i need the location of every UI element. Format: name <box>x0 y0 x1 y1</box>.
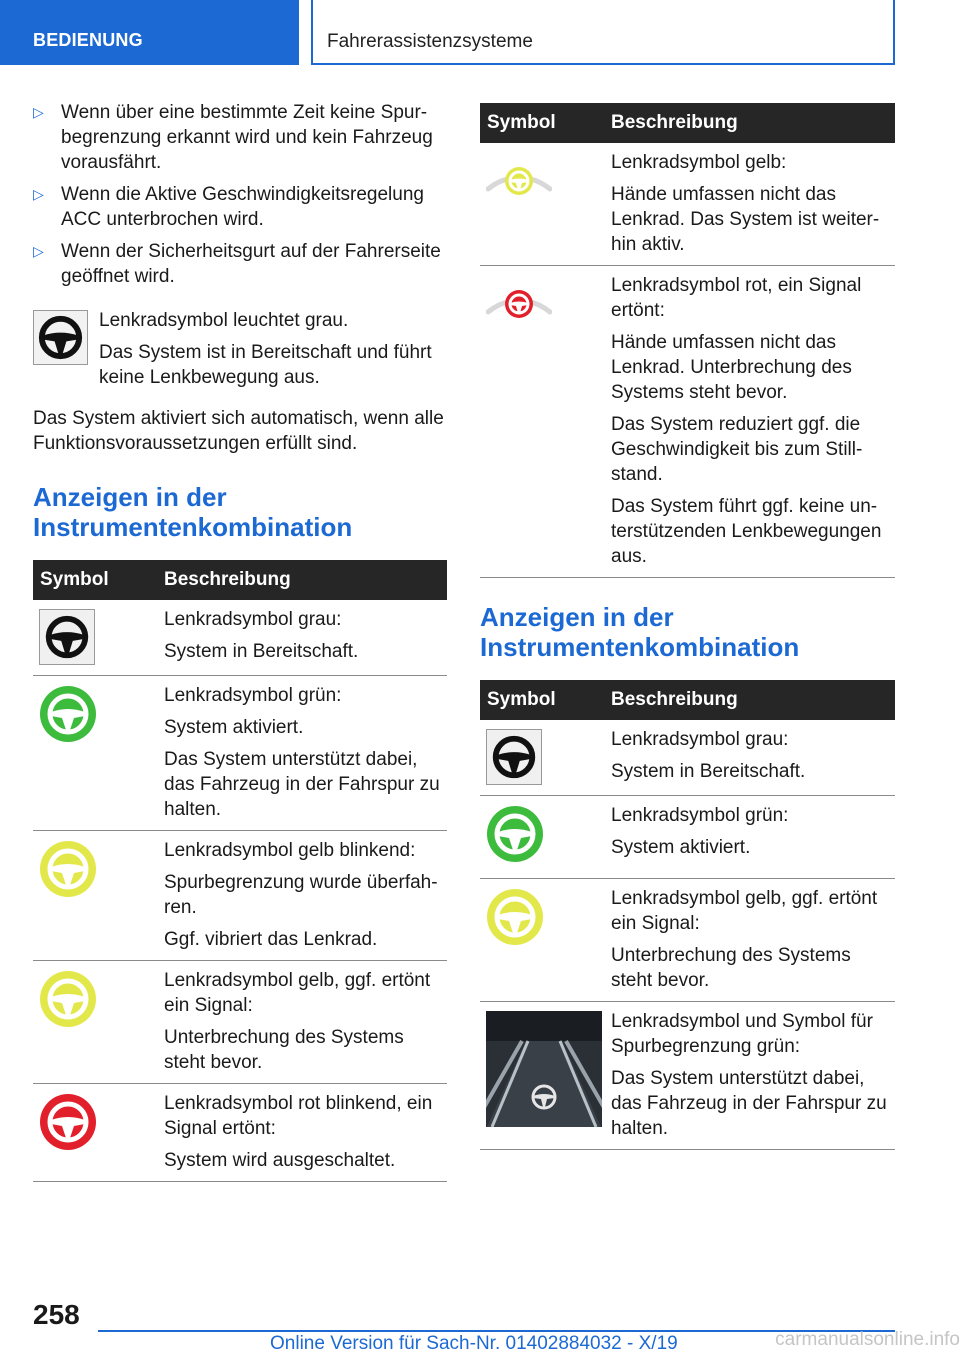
steering-wheel-grey-icon <box>33 310 88 365</box>
description-cell <box>607 1001 895 1149</box>
symbol-cell <box>480 720 607 795</box>
list-item <box>33 100 447 175</box>
symbol-cell <box>33 960 160 1083</box>
description-line: Lenkradsymbol grün: <box>611 804 789 826</box>
description-cell <box>607 266 895 578</box>
description-line: Ggf. vibriert das Lenkrad. <box>164 928 378 950</box>
triangle-bullet-icon: ▷ <box>33 243 44 259</box>
description-line: System wird ausgeschaltet. <box>164 1149 396 1171</box>
steering-wheel-grey-icon <box>39 609 95 665</box>
symbol-cell <box>33 1083 160 1181</box>
steering-wheel-green-icon <box>39 685 97 743</box>
condition-list <box>33 100 447 296</box>
table-row <box>480 1001 895 1149</box>
description-line: Das System unterstützt dabei, das Fahrzeug in der Fahrspur zu halten. <box>164 748 440 820</box>
description-line: Lenkradsymbol grau: <box>611 729 789 750</box>
note-line: Lenkradsymbol leuchtet grau. <box>99 310 349 331</box>
symbol-cell <box>33 830 160 960</box>
list-item-text: Wenn der Sicherheitsgurt auf der Fahrerseite geöffnet wird. <box>61 241 441 287</box>
table-row <box>33 960 447 1083</box>
table-row <box>480 143 895 266</box>
description-line: Lenkradsymbol und Symbol für Spurbegrenzung grün: <box>611 1010 873 1057</box>
hands-off-table <box>480 103 895 578</box>
table-row <box>33 1083 447 1181</box>
description-line: Lenkradsymbol gelb, ggf. ertönt ein Signal: <box>164 969 431 1016</box>
table-row <box>480 878 895 1001</box>
column-header: Beschreibung <box>607 680 895 720</box>
table-row <box>480 795 895 878</box>
list-item-text: Wenn über eine bestimmte Zeit keine Spur-begrenzung erkannt wird und kein Fahrzeug vorausfährt. <box>61 102 433 173</box>
online-version-note: Online Version für Sach-Nr. 01402884032 - X/19 <box>270 1333 678 1354</box>
list-item <box>33 239 447 289</box>
symbol-cell <box>33 600 160 675</box>
description-line: Das System führt ggf. keine un-terstützenden Lenkbewegungen aus. <box>611 496 882 567</box>
list-item-text: Wenn die Aktive Geschwindigkeitsregelung ACC unterbrochen wird. <box>61 184 424 230</box>
description-cell <box>607 795 895 878</box>
symbol-cell <box>480 266 607 578</box>
description-line: Hände umfassen nicht das Lenkrad. Das System ist weiter-hin aktiv. <box>611 184 880 255</box>
triangle-bullet-icon: ▷ <box>33 104 44 120</box>
table-row <box>480 266 895 578</box>
watermark: carmanualsonline.info <box>775 1329 960 1350</box>
indicator-table <box>480 680 895 1150</box>
triangle-bullet-icon: ▷ <box>33 186 44 202</box>
description-cell <box>160 675 447 830</box>
section-tab: BEDIENUNG <box>0 0 299 65</box>
table-row <box>33 830 447 960</box>
symbol-cell <box>480 1001 607 1149</box>
column-header: Beschreibung <box>607 103 895 143</box>
description-line: Lenkradsymbol gelb, ggf. ertönt ein Signal: <box>611 887 878 934</box>
description-line: Unterbrechung des Systems steht bevor. <box>164 1026 404 1073</box>
paragraph: Das System aktiviert sich automatisch, wenn alle Funktionsvoraussetzungen erfüllt sind. <box>33 408 444 454</box>
steering-wheel-red-icon <box>39 1093 97 1151</box>
description-cell <box>160 1083 447 1181</box>
description-line: Lenkradsymbol rot, ein Signal ertönt: <box>611 275 862 321</box>
column-header: Symbol <box>33 560 160 600</box>
hands-on-wheel-red-icon <box>486 286 552 322</box>
page-number: 258 <box>33 1299 80 1330</box>
description-line: Spurbegrenzung wurde überfah-ren. <box>164 871 438 918</box>
description-line: System in Bereitschaft. <box>611 761 806 782</box>
section-heading: Anzeigen in der Instrumentenkombination <box>480 602 800 662</box>
lane-display-image <box>486 1011 602 1127</box>
description-cell <box>160 960 447 1083</box>
column-header: Symbol <box>480 680 607 720</box>
description-line: Lenkradsymbol grau: <box>164 609 342 630</box>
description-line: Hände umfassen nicht das Lenkrad. Unterbrechung des Systems steht bevor. <box>611 332 852 403</box>
description-line: Lenkradsymbol rot blinkend, ein Signal ertönt: <box>164 1092 433 1139</box>
description-line: System aktiviert. <box>164 716 304 738</box>
description-cell <box>160 830 447 960</box>
description-line: System in Bereitschaft. <box>164 641 359 662</box>
list-item <box>33 182 447 232</box>
column-header: Symbol <box>480 103 607 143</box>
description-line: Das System reduziert ggf. die Geschwindigkeit bis zum Still-stand. <box>611 414 863 485</box>
description-cell <box>607 143 895 266</box>
table-row <box>33 600 447 675</box>
note-line: Das System ist in Bereitschaft und führt keine Lenkbewegung aus. <box>99 342 432 388</box>
symbol-cell <box>480 878 607 1001</box>
description-cell <box>607 878 895 1001</box>
description-cell <box>160 600 447 675</box>
symbol-cell <box>480 143 607 266</box>
indicator-table <box>33 560 447 1182</box>
hands-on-wheel-yellow-icon <box>486 163 552 199</box>
chapter-title: Fahrerassistenzsysteme <box>311 0 895 65</box>
description-line: Lenkradsymbol gelb: <box>611 152 787 173</box>
table-row <box>33 675 447 830</box>
steering-wheel-yellow-icon <box>39 970 97 1028</box>
description-line: System aktiviert. <box>611 836 751 858</box>
description-cell <box>607 720 895 795</box>
steering-wheel-grey-icon <box>486 729 542 785</box>
steering-wheel-yellow-icon <box>39 840 97 898</box>
description-line: Unterbrechung des Systems steht bevor. <box>611 944 851 991</box>
section-heading: Anzeigen in der Instrumentenkombination <box>33 482 353 542</box>
table-row <box>480 720 895 795</box>
description-line: Lenkradsymbol grün: <box>164 684 342 706</box>
description-line: Das System unterstützt dabei, das Fahrzeug in der Fahrspur zu halten. <box>611 1067 887 1139</box>
steering-wheel-green-icon <box>486 805 544 863</box>
symbol-cell <box>480 795 607 878</box>
column-header: Beschreibung <box>160 560 447 600</box>
symbol-cell <box>33 675 160 830</box>
steering-wheel-yellow-icon <box>486 888 544 946</box>
description-line: Lenkradsymbol gelb blinkend: <box>164 839 416 861</box>
